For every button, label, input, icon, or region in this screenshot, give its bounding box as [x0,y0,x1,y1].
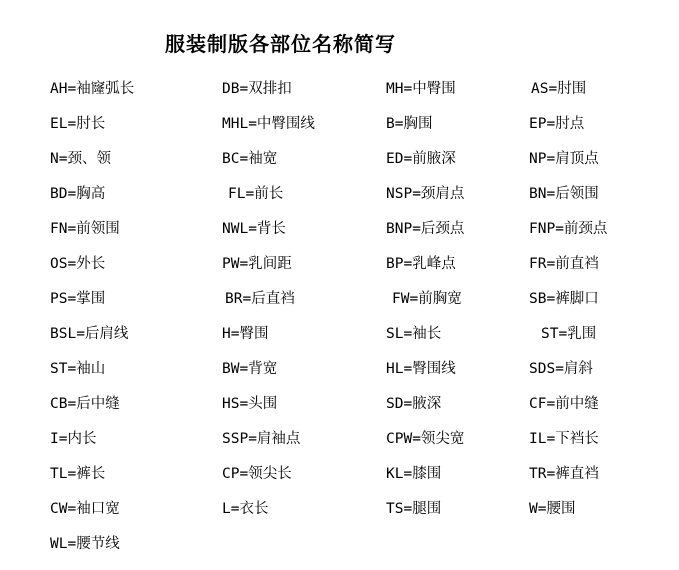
abbreviation-item: TS=腿围 [386,501,442,517]
abbreviation-item: EP=肘点 [529,116,585,132]
abbreviation-item: BW=背宽 [222,361,278,377]
abbreviation-item: N=颈、领 [50,151,111,167]
abbreviation-item: ST=袖山 [50,361,106,377]
abbreviation-item: SB=裤脚口 [529,291,599,307]
abbreviation-item: MHL=中臀围线 [222,116,315,132]
abbreviation-item: SDS=肩斜 [529,361,593,377]
abbreviation-item: NSP=颈肩点 [386,186,465,202]
page-title: 服装制版各部位名称简写 [165,32,396,56]
abbreviation-item: H=臀围 [222,326,269,342]
abbreviation-item: NWL=背长 [222,221,286,237]
abbreviation-item: ST=乳围 [541,326,597,342]
abbreviation-item: SSP=肩袖点 [222,431,301,447]
abbreviation-item: AS=肘围 [531,81,587,97]
abbreviation-item: SD=腋深 [386,396,442,412]
abbreviation-item: B=胸围 [386,116,433,132]
abbreviation-item: TL=裤长 [50,466,106,482]
abbreviation-item: IL=下裆长 [529,431,599,447]
abbreviation-item: DB=双排扣 [222,81,292,97]
abbreviation-item: SL=袖长 [386,326,442,342]
abbreviation-item: CP=领尖长 [222,466,292,482]
abbreviation-item: CF=前中缝 [529,396,599,412]
abbreviation-item: CB=后中缝 [50,396,120,412]
abbreviation-item: MH=中臀围 [386,81,456,97]
abbreviation-item: TR=裤直裆 [529,466,599,482]
abbreviation-item: PS=掌围 [50,291,106,307]
abbreviation-item: BR=后直裆 [225,291,295,307]
abbreviation-item: HS=头围 [222,396,278,412]
abbreviation-item: CW=袖口宽 [50,501,120,517]
abbreviation-item: EL=肘长 [50,116,106,132]
abbreviation-item: FL=前长 [228,186,284,202]
abbreviation-item: KL=膝围 [386,466,442,482]
abbreviation-item: FN=前领围 [50,221,120,237]
abbreviation-item: WL=腰节线 [50,536,120,552]
abbreviation-item: BC=袖宽 [222,151,278,167]
abbreviation-item: ED=前腋深 [386,151,456,167]
abbreviation-item: I=内长 [50,431,97,447]
abbreviation-item: FW=前胸宽 [392,291,462,307]
abbreviation-item: BSL=后肩线 [50,326,129,342]
abbreviation-item: FR=前直裆 [529,256,599,272]
abbreviation-item: NP=肩顶点 [529,151,599,167]
abbreviation-item: AH=袖窿弧长 [50,81,135,97]
abbreviation-item: FNP=前颈点 [529,221,608,237]
abbreviation-item: BN=后领围 [529,186,599,202]
abbreviation-item: BD=胸高 [50,186,106,202]
abbreviation-item: PW=乳间距 [222,256,292,272]
abbreviation-item: BP=乳峰点 [386,256,456,272]
abbreviation-item: HL=臀围线 [386,361,456,377]
abbreviation-item: OS=外长 [50,256,106,272]
abbreviation-item: L=衣长 [222,501,269,517]
abbreviation-item: BNP=后颈点 [386,221,465,237]
abbreviation-item: CPW=领尖宽 [386,431,465,447]
abbreviation-item: W=腰围 [529,501,576,517]
